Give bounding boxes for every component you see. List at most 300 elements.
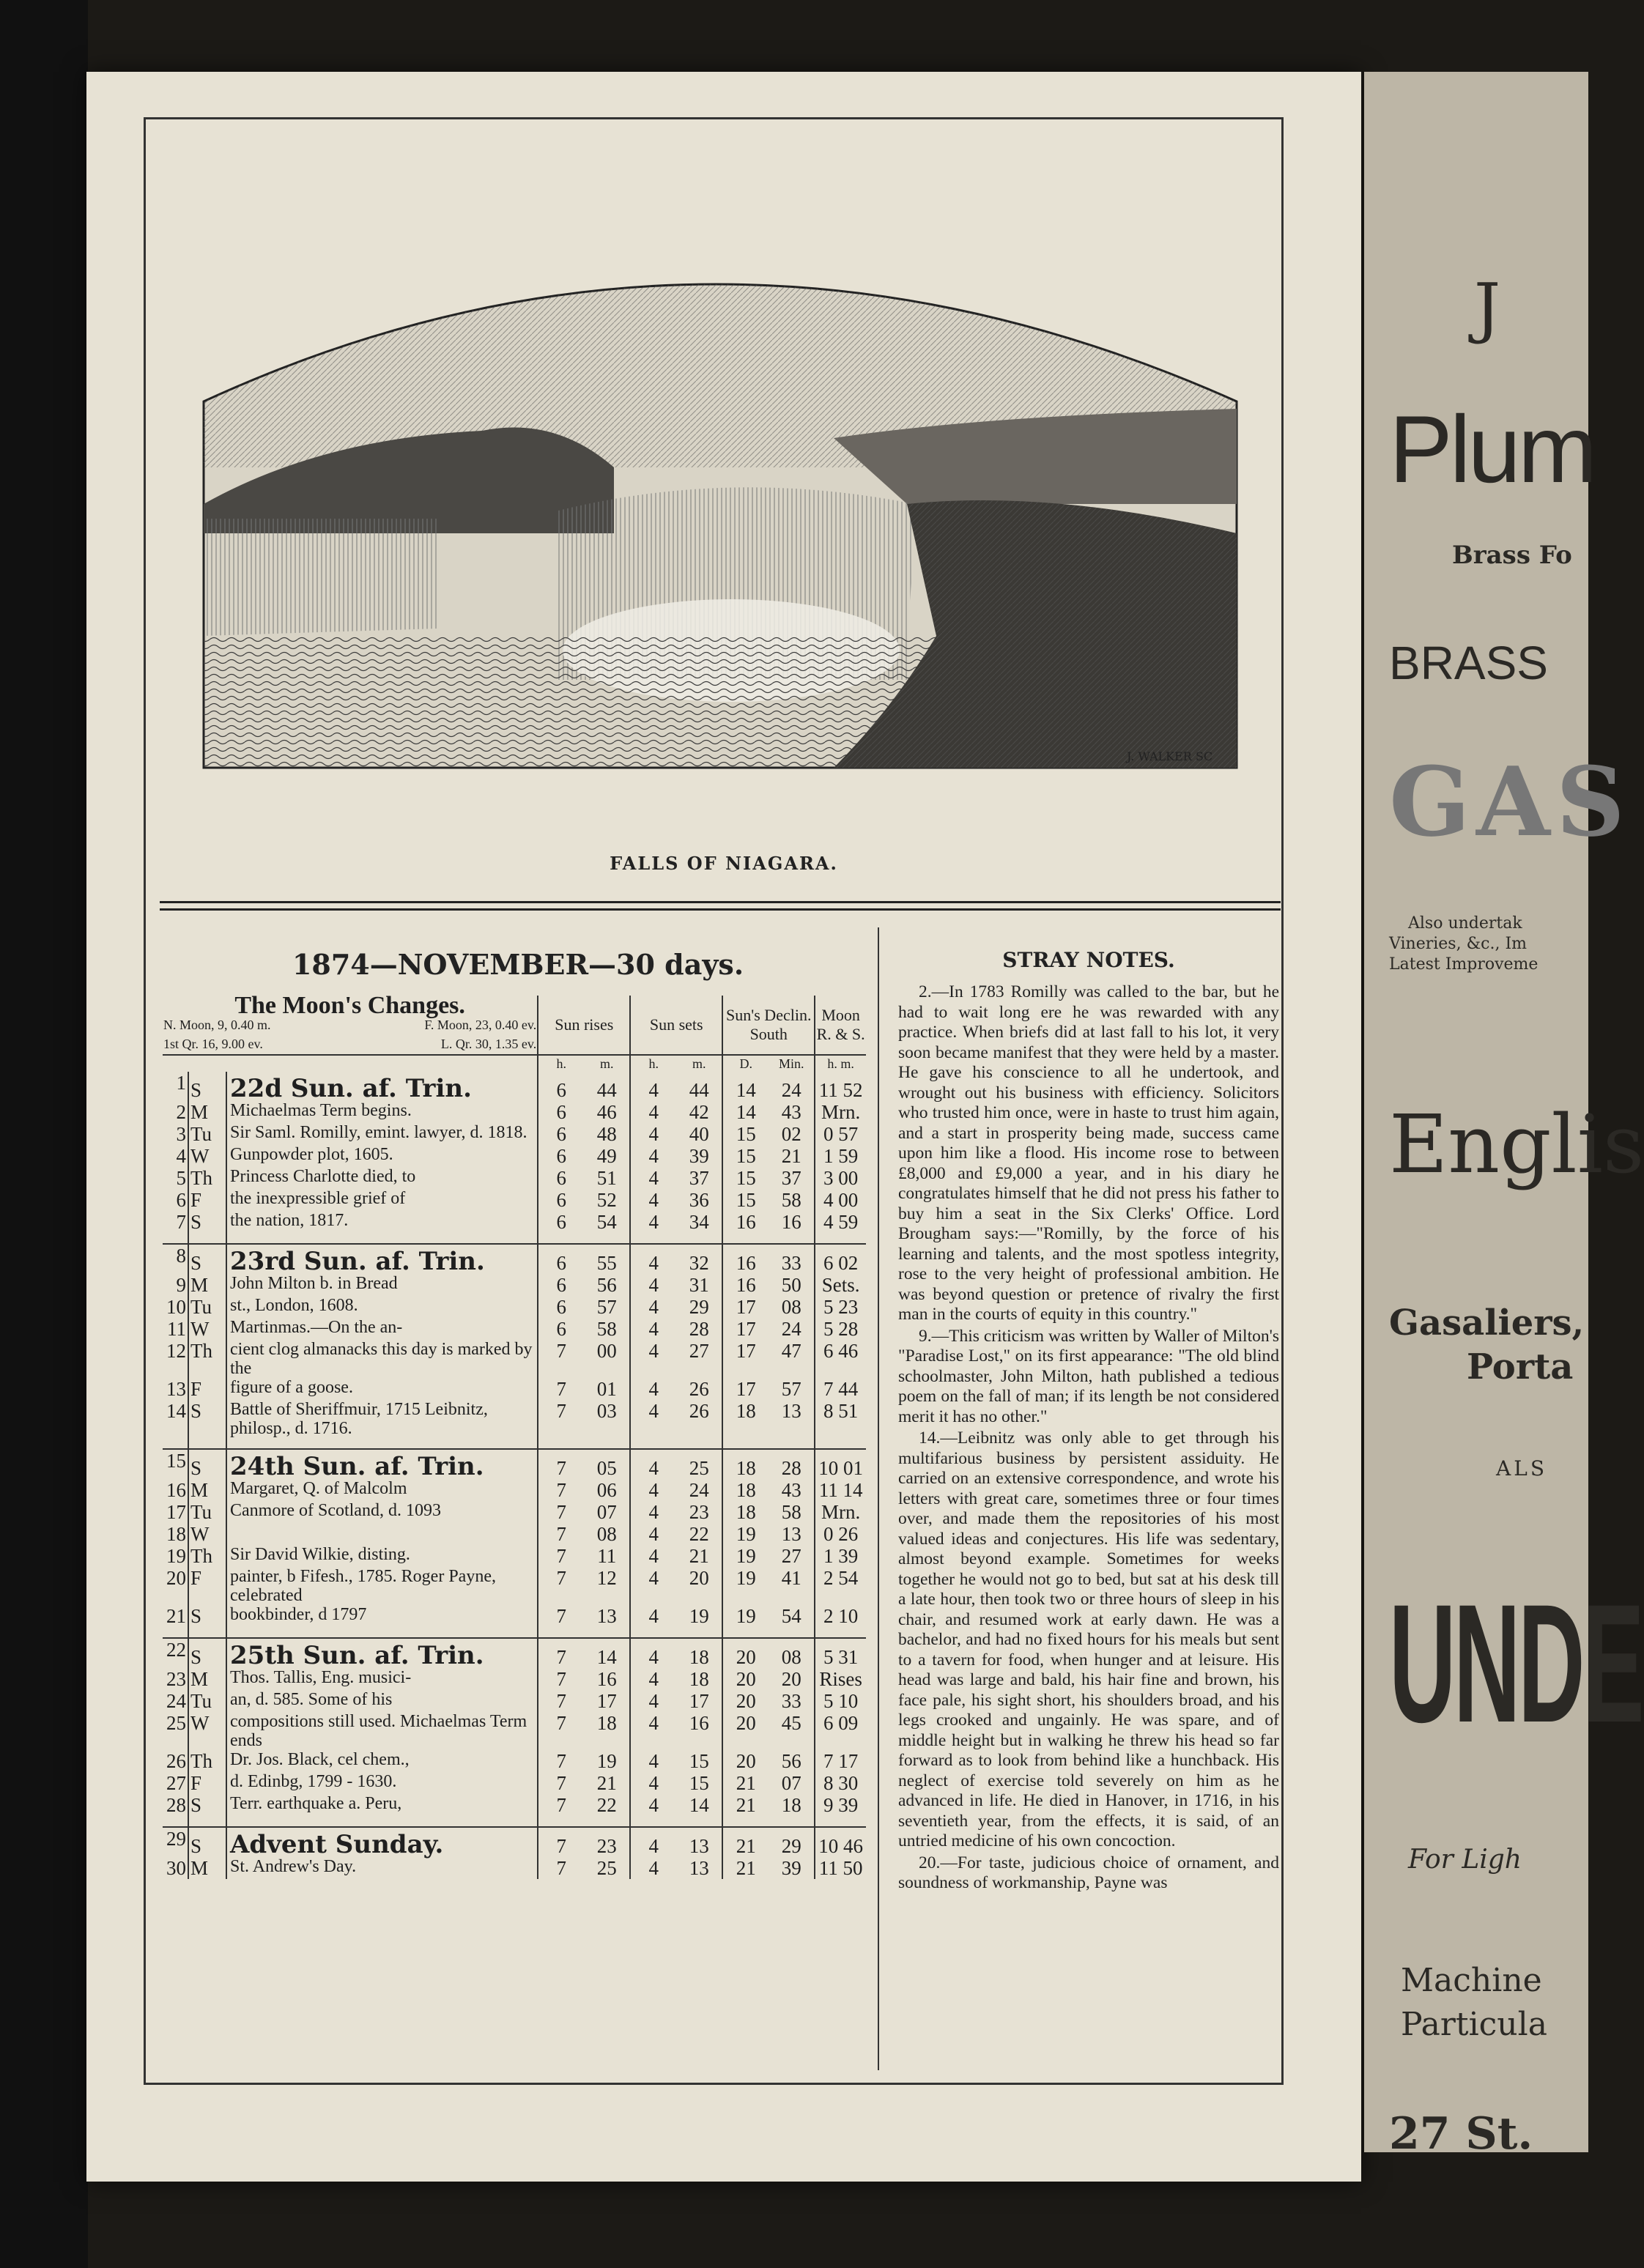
weekday: S bbox=[188, 1638, 226, 1668]
facing-line: Plum bbox=[1389, 396, 1595, 503]
unit-h: h. bbox=[538, 1055, 584, 1072]
sunset-minute: 14 bbox=[676, 1794, 722, 1827]
weekday: S bbox=[188, 1244, 226, 1274]
sunset-minute: 13 bbox=[689, 1835, 709, 1857]
sunset-minute: 15 bbox=[689, 1772, 709, 1794]
sunset-hour: 4 bbox=[630, 1501, 676, 1523]
declination-degrees: 21 bbox=[722, 1827, 769, 1857]
sunset-hour: 4 bbox=[630, 1827, 676, 1857]
sunset-hour: 4 bbox=[630, 1340, 676, 1378]
facing-line: Englis bbox=[1389, 1097, 1644, 1191]
day-number: 11 bbox=[167, 1318, 186, 1340]
top-divider bbox=[160, 901, 1281, 903]
event-text: 23rd Sun. af. Trin. bbox=[226, 1244, 538, 1274]
col-header-declination: Sun's Declin. South bbox=[722, 996, 815, 1055]
sunset-hour: 4 bbox=[630, 1167, 676, 1189]
col-header-sun-sets: Sun sets bbox=[630, 996, 722, 1055]
sunrise-minute: 25 bbox=[596, 1857, 617, 1879]
moon-phase-first-quarter: 1st Qr. 16, 9.00 ev. bbox=[163, 1037, 263, 1051]
declination-minutes: 13 bbox=[781, 1523, 801, 1545]
declination-degrees: 18 bbox=[722, 1449, 769, 1479]
declination-minutes: 43 bbox=[781, 1479, 801, 1501]
sunrise-hour: 7 bbox=[538, 1567, 584, 1605]
sunset-hour: 4 bbox=[630, 1794, 676, 1827]
sunset-minute: 23 bbox=[689, 1501, 709, 1523]
sunrise-minute: 44 bbox=[596, 1079, 617, 1101]
sunset-minute: 31 bbox=[689, 1274, 709, 1296]
declination-degrees: 21 bbox=[722, 1857, 769, 1879]
weekday: S bbox=[188, 1400, 226, 1449]
declination-minutes: 39 bbox=[781, 1857, 801, 1879]
weekday: F bbox=[188, 1189, 226, 1211]
engraver-signature: J. WALKER SC bbox=[1127, 749, 1213, 763]
sunset-minute: 36 bbox=[689, 1189, 709, 1211]
sunset-hour: 4 bbox=[630, 1605, 676, 1638]
col-header-sun-rises: Sun rises bbox=[538, 996, 630, 1055]
moon-rise-set: 9 39 bbox=[815, 1794, 866, 1827]
declination-minutes: 43 bbox=[781, 1101, 801, 1123]
event-text: John Milton b. in Bread bbox=[226, 1274, 538, 1296]
weekday: W bbox=[188, 1145, 226, 1167]
weekday: Th bbox=[188, 1167, 226, 1189]
declination-minutes: 37 bbox=[781, 1167, 801, 1189]
sunrise-hour: 7 bbox=[538, 1668, 584, 1690]
event-text: d. Edinbg, 1799 - 1630. bbox=[226, 1772, 538, 1794]
sunrise-minute: 23 bbox=[596, 1835, 617, 1857]
weekday: S bbox=[188, 1072, 226, 1101]
declination-minutes: 57 bbox=[781, 1378, 801, 1400]
declination-degrees: 15 bbox=[722, 1145, 769, 1167]
sunrise-hour: 6 bbox=[538, 1244, 584, 1274]
weekday: Tu bbox=[188, 1296, 226, 1318]
facing-line: For Ligh bbox=[1408, 1845, 1522, 1875]
sunrise-minute: 14 bbox=[596, 1646, 617, 1668]
sunset-hour: 4 bbox=[630, 1211, 676, 1244]
moon-rise-set: 5 31 bbox=[815, 1638, 866, 1668]
calendar-row bbox=[163, 1244, 866, 1274]
sunset-hour: 4 bbox=[630, 1145, 676, 1167]
facing-page bbox=[1364, 72, 1644, 2160]
sunrise-hour: 7 bbox=[538, 1479, 584, 1501]
moon-rise-set: 6 46 bbox=[815, 1340, 866, 1378]
declination-degrees: 20 bbox=[722, 1668, 769, 1690]
scan-edge bbox=[0, 0, 88, 2268]
sunset-minute: 19 bbox=[676, 1605, 722, 1638]
moon-rise-set: 1 59 bbox=[815, 1145, 866, 1167]
event-text: Sir Saml. Romilly, emint. lawyer, d. 1818. bbox=[226, 1123, 538, 1145]
facing-line: 27 St. bbox=[1389, 2108, 1533, 2160]
weekday: W bbox=[188, 1318, 226, 1340]
sunset-minute: 21 bbox=[689, 1545, 709, 1567]
event-text: Sir David Wilkie, disting. bbox=[226, 1545, 538, 1567]
weekday: M bbox=[188, 1857, 226, 1879]
sunset-minute: 29 bbox=[689, 1296, 709, 1318]
moon-phase-new: N. Moon, 9, 0.40 m. bbox=[163, 1018, 271, 1032]
calendar-table bbox=[163, 992, 866, 1879]
calendar-row bbox=[163, 1827, 866, 1857]
stray-notes-text bbox=[898, 982, 1279, 1894]
sunset-hour: 4 bbox=[630, 1479, 676, 1501]
event-text: Advent Sunday. bbox=[226, 1827, 538, 1857]
day-number: 2 bbox=[176, 1101, 186, 1123]
calendar-row bbox=[163, 1167, 866, 1189]
moon-rise-set: Mrn. bbox=[815, 1501, 866, 1523]
sunrise-hour: 7 bbox=[538, 1378, 584, 1400]
moon-rise-set: 1 39 bbox=[815, 1545, 866, 1567]
moon-rise-set: 2 10 bbox=[815, 1605, 866, 1638]
calendar-row bbox=[163, 1296, 866, 1318]
calendar-row bbox=[163, 1668, 866, 1690]
weekday: Tu bbox=[188, 1501, 226, 1523]
declination-minutes: 28 bbox=[781, 1457, 801, 1479]
declination-degrees: 16 bbox=[722, 1274, 769, 1296]
calendar-row bbox=[163, 1479, 866, 1501]
weekday: Tu bbox=[188, 1690, 226, 1712]
declination-degrees: 19 bbox=[722, 1567, 769, 1605]
sunset-hour: 4 bbox=[630, 1378, 676, 1400]
sunrise-hour: 7 bbox=[538, 1827, 584, 1857]
calendar-row bbox=[163, 1523, 866, 1545]
day-number: 25 bbox=[166, 1712, 186, 1734]
sunrise-hour: 6 bbox=[538, 1101, 584, 1123]
sunrise-hour: 6 bbox=[538, 1274, 584, 1296]
sunset-minute: 26 bbox=[676, 1400, 722, 1449]
moon-rise-set: 4 00 bbox=[815, 1189, 866, 1211]
event-text: figure of a goose. bbox=[226, 1378, 538, 1400]
calendar-row bbox=[163, 1638, 866, 1668]
declination-minutes: 21 bbox=[781, 1145, 801, 1167]
sunset-hour: 4 bbox=[630, 1101, 676, 1123]
declination-minutes: 20 bbox=[781, 1668, 801, 1690]
sunset-hour: 4 bbox=[630, 1123, 676, 1145]
unit-m: m. bbox=[599, 1056, 614, 1071]
sunrise-minute: 22 bbox=[584, 1794, 630, 1827]
sunset-minute: 40 bbox=[689, 1123, 709, 1145]
moon-rise-set: 7 44 bbox=[815, 1378, 866, 1400]
weekday: W bbox=[188, 1523, 226, 1545]
moon-rise-set: 6 09 bbox=[815, 1712, 866, 1750]
day-number: 4 bbox=[176, 1145, 186, 1167]
moon-rise-set: 11 14 bbox=[815, 1479, 866, 1501]
moon-rise-set: 10 46 bbox=[815, 1827, 866, 1857]
calendar-row bbox=[163, 1318, 866, 1340]
calendar-row bbox=[163, 1545, 866, 1567]
day-number: 28 bbox=[163, 1794, 188, 1827]
sunrise-hour: 6 bbox=[538, 1189, 584, 1211]
declination-minutes: 58 bbox=[781, 1501, 801, 1523]
sunset-hour: 4 bbox=[630, 1545, 676, 1567]
facing-line: Vineries, &c., Im bbox=[1389, 935, 1528, 953]
sunrise-minute: 13 bbox=[584, 1605, 630, 1638]
sunset-minute: 18 bbox=[689, 1646, 709, 1668]
event-text: cient clog almanacks this day is marked by the bbox=[226, 1340, 538, 1378]
moon-rise-set: 10 01 bbox=[815, 1449, 866, 1479]
sunrise-minute: 51 bbox=[596, 1167, 617, 1189]
declination-minutes: 29 bbox=[781, 1835, 801, 1857]
declination-degrees: 17 bbox=[722, 1340, 769, 1378]
declination-minutes: 27 bbox=[781, 1545, 801, 1567]
sunset-hour: 4 bbox=[630, 1318, 676, 1340]
sunset-minute: 26 bbox=[689, 1378, 709, 1400]
day-number: 3 bbox=[176, 1123, 186, 1145]
note-paragraph: 20.—For taste, judicious choice of ornament, and soundness of workmanship, Payne was bbox=[898, 1853, 1279, 1892]
declination-degrees: 16 bbox=[722, 1244, 769, 1274]
declination-degrees: 15 bbox=[722, 1123, 769, 1145]
declination-minutes: 18 bbox=[769, 1794, 815, 1827]
weekday: W bbox=[188, 1712, 226, 1750]
sunrise-minute: 12 bbox=[596, 1567, 617, 1589]
moon-rise-set: 6 02 bbox=[815, 1244, 866, 1274]
moon-rise-set: 4 59 bbox=[815, 1211, 866, 1244]
declination-degrees: 17 bbox=[722, 1296, 769, 1318]
moon-rise-set: 11 52 bbox=[815, 1072, 866, 1101]
sunrise-hour: 7 bbox=[538, 1638, 584, 1668]
event-text: Martinmas.—On the an- bbox=[226, 1318, 538, 1340]
calendar-row bbox=[163, 1772, 866, 1794]
declination-degrees: 19 bbox=[722, 1545, 769, 1567]
event-text bbox=[226, 1523, 538, 1545]
sunrise-hour: 7 bbox=[538, 1501, 584, 1523]
facing-line: Particula bbox=[1401, 2006, 1547, 2043]
calendar-row bbox=[163, 1400, 866, 1449]
calendar-row bbox=[163, 1750, 866, 1772]
day-number: 14 bbox=[163, 1400, 188, 1449]
declination-degrees: 16 bbox=[722, 1211, 769, 1244]
event-text: Thos. Tallis, Eng. musici- bbox=[226, 1668, 538, 1690]
event-text: 22d Sun. af. Trin. bbox=[226, 1072, 538, 1101]
day-number: 6 bbox=[176, 1189, 186, 1211]
facing-line: Gasaliers, bbox=[1389, 1302, 1585, 1344]
weekday: Th bbox=[188, 1545, 226, 1567]
event-text: the inexpressible grief of bbox=[226, 1189, 538, 1211]
sunset-hour: 4 bbox=[630, 1772, 676, 1794]
almanac-page bbox=[86, 72, 1361, 2182]
calendar-row bbox=[163, 1567, 866, 1605]
unit-min: Min. bbox=[778, 1056, 804, 1071]
event-text: Battle of Sheriffmuir, 1715 Leibnitz, philosp., d. 1716. bbox=[226, 1400, 538, 1449]
weekday: S bbox=[188, 1827, 226, 1857]
declination-minutes: 13 bbox=[769, 1400, 815, 1449]
sunrise-minute: 17 bbox=[596, 1690, 617, 1712]
calendar-row bbox=[163, 1378, 866, 1400]
sunset-hour: 4 bbox=[630, 1400, 676, 1449]
sunrise-minute: 46 bbox=[596, 1101, 617, 1123]
declination-degrees: 20 bbox=[722, 1712, 769, 1750]
niagara-illustration bbox=[174, 123, 1251, 841]
moon-changes-title: The Moon's Changes. bbox=[234, 992, 465, 1019]
sunset-hour: 4 bbox=[630, 1712, 676, 1750]
declination-degrees: 21 bbox=[722, 1794, 769, 1827]
stray-notes-title: STRAY NOTES. bbox=[1002, 948, 1175, 972]
note-paragraph: 14.—Leibnitz was only able to get through his multifarious business by persistent assiduity. He carried on an extensive correspondence, and wrote his letters with great care, sometimes three or four times over, and made them the repositories of his most valued ideas and conjectures. His life was sedentary, almost beyond example. Sometimes for weeks together he would not go to bed, but sat at his desk till a late hour, then took two or three hours of sleep in his chair, and resumed work at early dawn. He was a bachelor, and had no fixed hours for his meals but sent to a tavern for food, when hunger and at leisure. His head was large and bald, his hair fine and brown, his face pale, his sight short, his shoulders broad, and his legs crooked and ungainly. He was spare, and of middle height but in walking he threw his head so far forward as to look from behind like a hunchback. His neglect of exercise told severely on him as he advanced in life. He died in Hanover, in 1716, in his seventieth year, from the effects, it is said, of an untried medicine of his own concoction. bbox=[898, 1428, 1279, 1850]
event-text: painter, b Fifesh., 1785. Roger Payne, celebrated bbox=[226, 1567, 538, 1605]
declination-degrees: 20 bbox=[722, 1750, 769, 1772]
sunset-hour: 4 bbox=[630, 1189, 676, 1211]
day-number: 15 bbox=[166, 1450, 186, 1472]
declination-minutes: 08 bbox=[781, 1296, 801, 1318]
facing-line: ALS bbox=[1496, 1456, 1547, 1480]
moon-rise-set: 11 50 bbox=[815, 1857, 866, 1879]
day-number: 7 bbox=[163, 1211, 188, 1244]
declination-minutes: 07 bbox=[781, 1772, 801, 1794]
moon-rise-set: 5 23 bbox=[815, 1296, 866, 1318]
sunset-minute: 25 bbox=[689, 1457, 709, 1479]
sunrise-minute: 05 bbox=[596, 1457, 617, 1479]
sunrise-hour: 6 bbox=[538, 1318, 584, 1340]
weekday: Th bbox=[188, 1750, 226, 1772]
moon-rise-set: Mrn. bbox=[815, 1101, 866, 1123]
sunrise-hour: 7 bbox=[538, 1400, 584, 1449]
day-number: 24 bbox=[166, 1690, 186, 1712]
day-number: 26 bbox=[166, 1750, 186, 1772]
moon-rise-set: 8 30 bbox=[815, 1772, 866, 1794]
note-paragraph: 9.—This criticism was written by Waller of Milton's "Paradise Lost," on its first appearance: "The old blind schoolmaster, John Milton, hath published a tedious poem on the fall of man; if its length be not considered merit it has no other." bbox=[898, 1326, 1279, 1426]
sunrise-minute: 55 bbox=[596, 1252, 617, 1274]
note-paragraph: 2.—In 1783 Romilly was called to the bar, but he had to wait long ere he was rewarded with any practice. When briefs did at last fall to his lot, it very soon became manifest that they were held by a master. He gave his conscience to all he undertook, and wrought out his business with efficiency. Solicitors who trusted him once, were in haste to trust him again, and a start in prosperity being made, success came upon him like a flood. His income rose to between £8,000 and £9,000 a year, and in his diary he congratulates himself that he did not press his father to buy him a seat in the Six Clerks' Office. Lord Brougham says:—"Romilly, by the force of his learning and talents, and the most spotless integrity, rose to the very height of professional ambition. He was beyond question or pretence of rivalry the first man in the courts of equity in this country." bbox=[898, 982, 1279, 1324]
day-number: 30 bbox=[166, 1857, 186, 1879]
unit-m: m. bbox=[692, 1056, 706, 1071]
declination-minutes: 54 bbox=[769, 1605, 815, 1638]
day-number: 13 bbox=[166, 1378, 186, 1400]
sunrise-hour: 7 bbox=[538, 1690, 584, 1712]
moon-rise-set: 2 54 bbox=[815, 1567, 866, 1605]
sunrise-minute: 08 bbox=[596, 1523, 617, 1545]
day-number: 20 bbox=[166, 1567, 186, 1589]
event-text: the nation, 1817. bbox=[226, 1211, 538, 1244]
sunrise-hour: 7 bbox=[538, 1794, 584, 1827]
declination-degrees: 21 bbox=[722, 1772, 769, 1794]
moon-changes-header bbox=[163, 992, 538, 1055]
sunset-hour: 4 bbox=[630, 1274, 676, 1296]
day-number: 16 bbox=[166, 1479, 186, 1501]
declination-degrees: 14 bbox=[722, 1101, 769, 1123]
weekday: Th bbox=[188, 1340, 226, 1378]
calendar-row bbox=[163, 1072, 866, 1101]
event-text: Gunpowder plot, 1605. bbox=[226, 1145, 538, 1167]
sunrise-minute: 54 bbox=[584, 1211, 630, 1244]
sunset-minute: 27 bbox=[689, 1340, 709, 1362]
calendar-column bbox=[163, 927, 873, 1879]
day-number: 29 bbox=[166, 1828, 186, 1850]
calendar-row bbox=[163, 1712, 866, 1750]
event-text: st., London, 1608. bbox=[226, 1296, 538, 1318]
day-number: 10 bbox=[166, 1296, 186, 1318]
weekday: F bbox=[188, 1772, 226, 1794]
day-number: 1 bbox=[176, 1072, 186, 1094]
sunrise-hour: 7 bbox=[538, 1712, 584, 1750]
weekday: M bbox=[188, 1101, 226, 1123]
day-number: 19 bbox=[166, 1545, 186, 1567]
calendar-body bbox=[163, 1072, 866, 1879]
event-text: an, d. 585. Some of his bbox=[226, 1690, 538, 1712]
moon-rise-set: 0 57 bbox=[815, 1123, 866, 1145]
stray-notes-column bbox=[898, 927, 1279, 1895]
sunrise-minute: 00 bbox=[596, 1340, 617, 1362]
sunset-hour: 4 bbox=[630, 1449, 676, 1479]
event-text: Dr. Jos. Black, cel chem., bbox=[226, 1750, 538, 1772]
sunset-hour: 4 bbox=[630, 1072, 676, 1101]
moon-rise-set: 7 17 bbox=[815, 1750, 866, 1772]
unit-h: h. bbox=[630, 1055, 676, 1072]
sunrise-minute: 07 bbox=[596, 1501, 617, 1523]
declination-minutes: 02 bbox=[781, 1123, 801, 1145]
sunrise-hour: 7 bbox=[538, 1523, 584, 1545]
declination-minutes: 58 bbox=[781, 1189, 801, 1211]
declination-minutes: 16 bbox=[769, 1211, 815, 1244]
calendar-row bbox=[163, 1123, 866, 1145]
sunrise-hour: 7 bbox=[538, 1605, 584, 1638]
moon-rise-set: 3 00 bbox=[815, 1167, 866, 1189]
sunrise-hour: 6 bbox=[538, 1167, 584, 1189]
event-text: bookbinder, d 1797 bbox=[226, 1605, 538, 1638]
sunrise-hour: 7 bbox=[538, 1545, 584, 1567]
sunset-hour: 4 bbox=[630, 1638, 676, 1668]
sunrise-hour: 6 bbox=[538, 1211, 584, 1244]
event-text: Terr. earthquake a. Peru, bbox=[226, 1794, 538, 1827]
sunset-minute: 15 bbox=[689, 1750, 709, 1772]
sunrise-hour: 6 bbox=[538, 1072, 584, 1101]
declination-minutes: 24 bbox=[781, 1079, 801, 1101]
sunset-minute: 22 bbox=[689, 1523, 709, 1545]
event-text: St. Andrew's Day. bbox=[226, 1857, 538, 1879]
calendar-row bbox=[163, 1605, 866, 1638]
unit-hm: h. m. bbox=[815, 1055, 866, 1072]
day-number: 23 bbox=[166, 1668, 186, 1690]
moon-rise-set: 5 28 bbox=[815, 1318, 866, 1340]
sunset-hour: 4 bbox=[630, 1750, 676, 1772]
sunrise-minute: 49 bbox=[596, 1145, 617, 1167]
day-number: 22 bbox=[166, 1639, 186, 1661]
day-number: 18 bbox=[166, 1523, 186, 1545]
sunrise-minute: 52 bbox=[596, 1189, 617, 1211]
calendar-row bbox=[163, 1274, 866, 1296]
weekday: S bbox=[188, 1449, 226, 1479]
sunrise-minute: 03 bbox=[584, 1400, 630, 1449]
day-number: 5 bbox=[176, 1167, 186, 1189]
moon-rise-set: Sets. bbox=[815, 1274, 866, 1296]
facing-line: Machine bbox=[1401, 1962, 1542, 1999]
sunrise-minute: 18 bbox=[596, 1712, 617, 1734]
sunset-hour: 4 bbox=[630, 1857, 676, 1879]
sunset-minute: 34 bbox=[676, 1211, 722, 1244]
declination-degrees: 17 bbox=[722, 1318, 769, 1340]
sunrise-hour: 6 bbox=[538, 1123, 584, 1145]
event-text: Princess Charlotte died, to bbox=[226, 1167, 538, 1189]
sunrise-hour: 6 bbox=[538, 1145, 584, 1167]
day-number: 17 bbox=[166, 1501, 186, 1523]
declination-degrees: 15 bbox=[722, 1189, 769, 1211]
sunset-hour: 4 bbox=[630, 1567, 676, 1605]
weekday: M bbox=[188, 1479, 226, 1501]
event-text: 25th Sun. af. Trin. bbox=[226, 1638, 538, 1668]
calendar-row bbox=[163, 1857, 866, 1879]
facing-line: UNDE bbox=[1389, 1569, 1643, 1757]
moon-rise-set: 8 51 bbox=[815, 1400, 866, 1449]
unit-d: D. bbox=[722, 1055, 769, 1072]
declination-degrees: 14 bbox=[722, 1072, 769, 1101]
declination-minutes: 41 bbox=[781, 1567, 801, 1589]
sunrise-hour: 7 bbox=[538, 1772, 584, 1794]
weekday: S bbox=[188, 1605, 226, 1638]
sunset-minute: 13 bbox=[689, 1857, 709, 1879]
weekday: S bbox=[188, 1211, 226, 1244]
day-number: 12 bbox=[166, 1340, 186, 1362]
sunrise-minute: 48 bbox=[596, 1123, 617, 1145]
weekday: Tu bbox=[188, 1123, 226, 1145]
calendar-row bbox=[163, 1101, 866, 1123]
sunset-minute: 44 bbox=[689, 1079, 709, 1101]
declination-minutes: 50 bbox=[781, 1274, 801, 1296]
